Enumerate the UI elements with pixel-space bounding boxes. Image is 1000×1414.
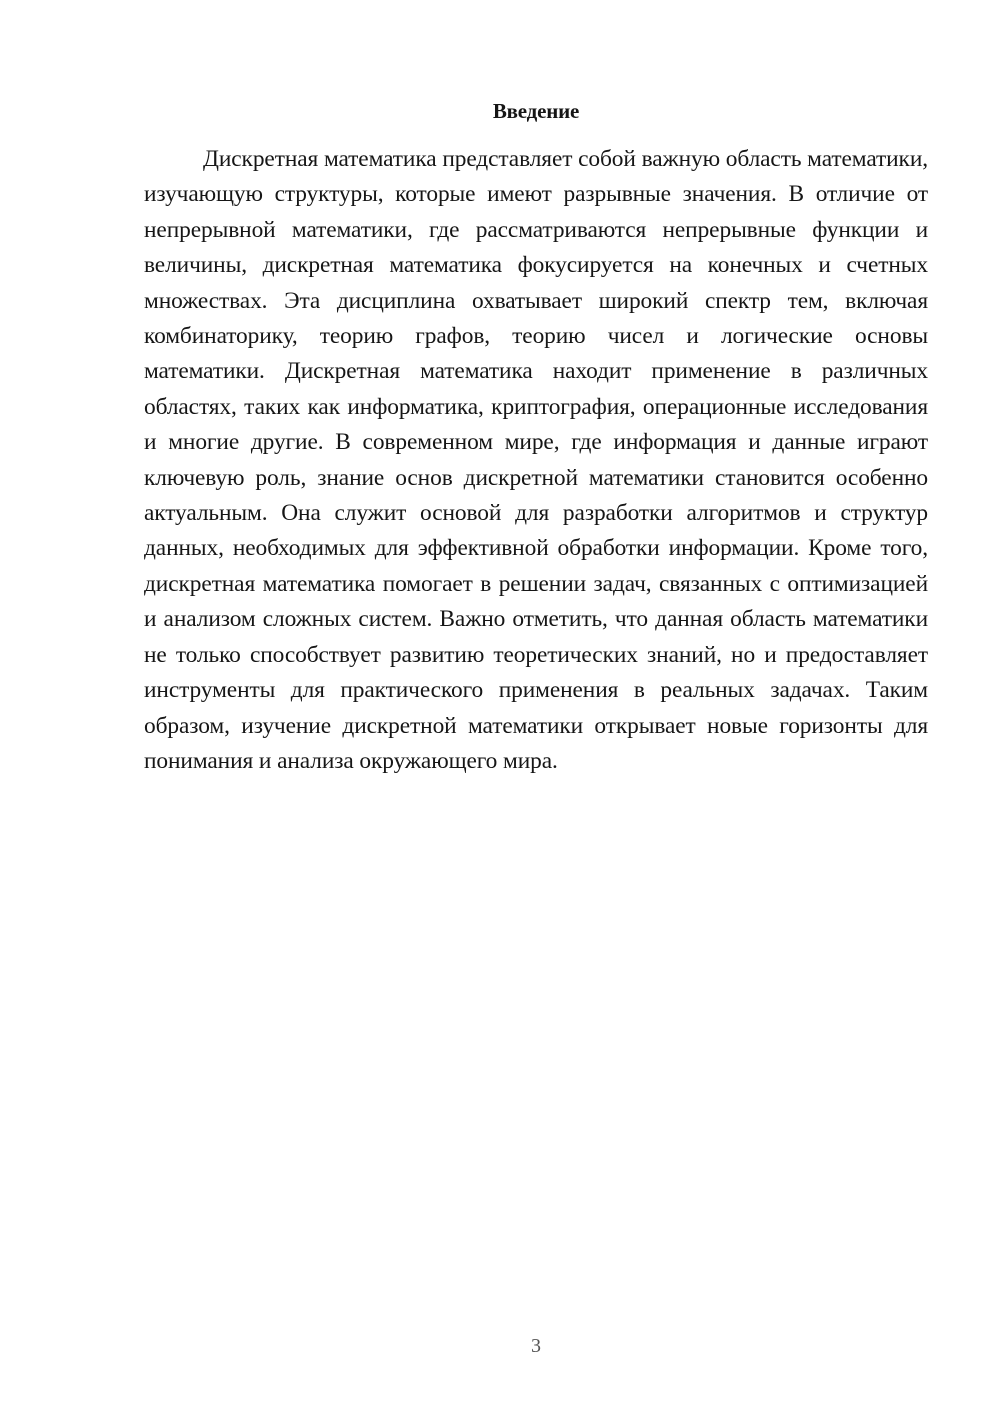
body-paragraph: Дискретная математика представляет собой важную область математики, изучающую структуры, которые имеют разрывные значения. В отличие от непрерывной математики, где рассматриваются непрерывные функции и величины, дискретная математика фокусируется на конечных и счетных множествах. Эта дисциплина охватывает широкий спектр тем, включая комбинаторику, теорию графов, теорию чисел и логические основы математики. Дискретная математика находит применение в различных областях, таких как информатика, криптография, операционные исследования и многие другие. В современном мире, где информация и данные играют ключевую роль, знание основ дискретной математики становится особенно актуальным. Она служит основой для разработки алгоритмов и структур данных, необходимых для эффективной обработки информации. Кроме того, дискретная математика помогает в решении задач, связанных с оптимизацией и анализом сложных систем. Важно отметить, что данная область математики не только способствует развитию теоретических знаний, но и предоставляет инструменты для практического применения в реальных задачах. Таким образом, изучение дискретной математики открывает новые горизонты для понимания и анализа окружающего мира. xyxy=(144,146,928,774)
page-number: 3 xyxy=(531,1335,541,1357)
section-title: Введение xyxy=(492,99,580,123)
